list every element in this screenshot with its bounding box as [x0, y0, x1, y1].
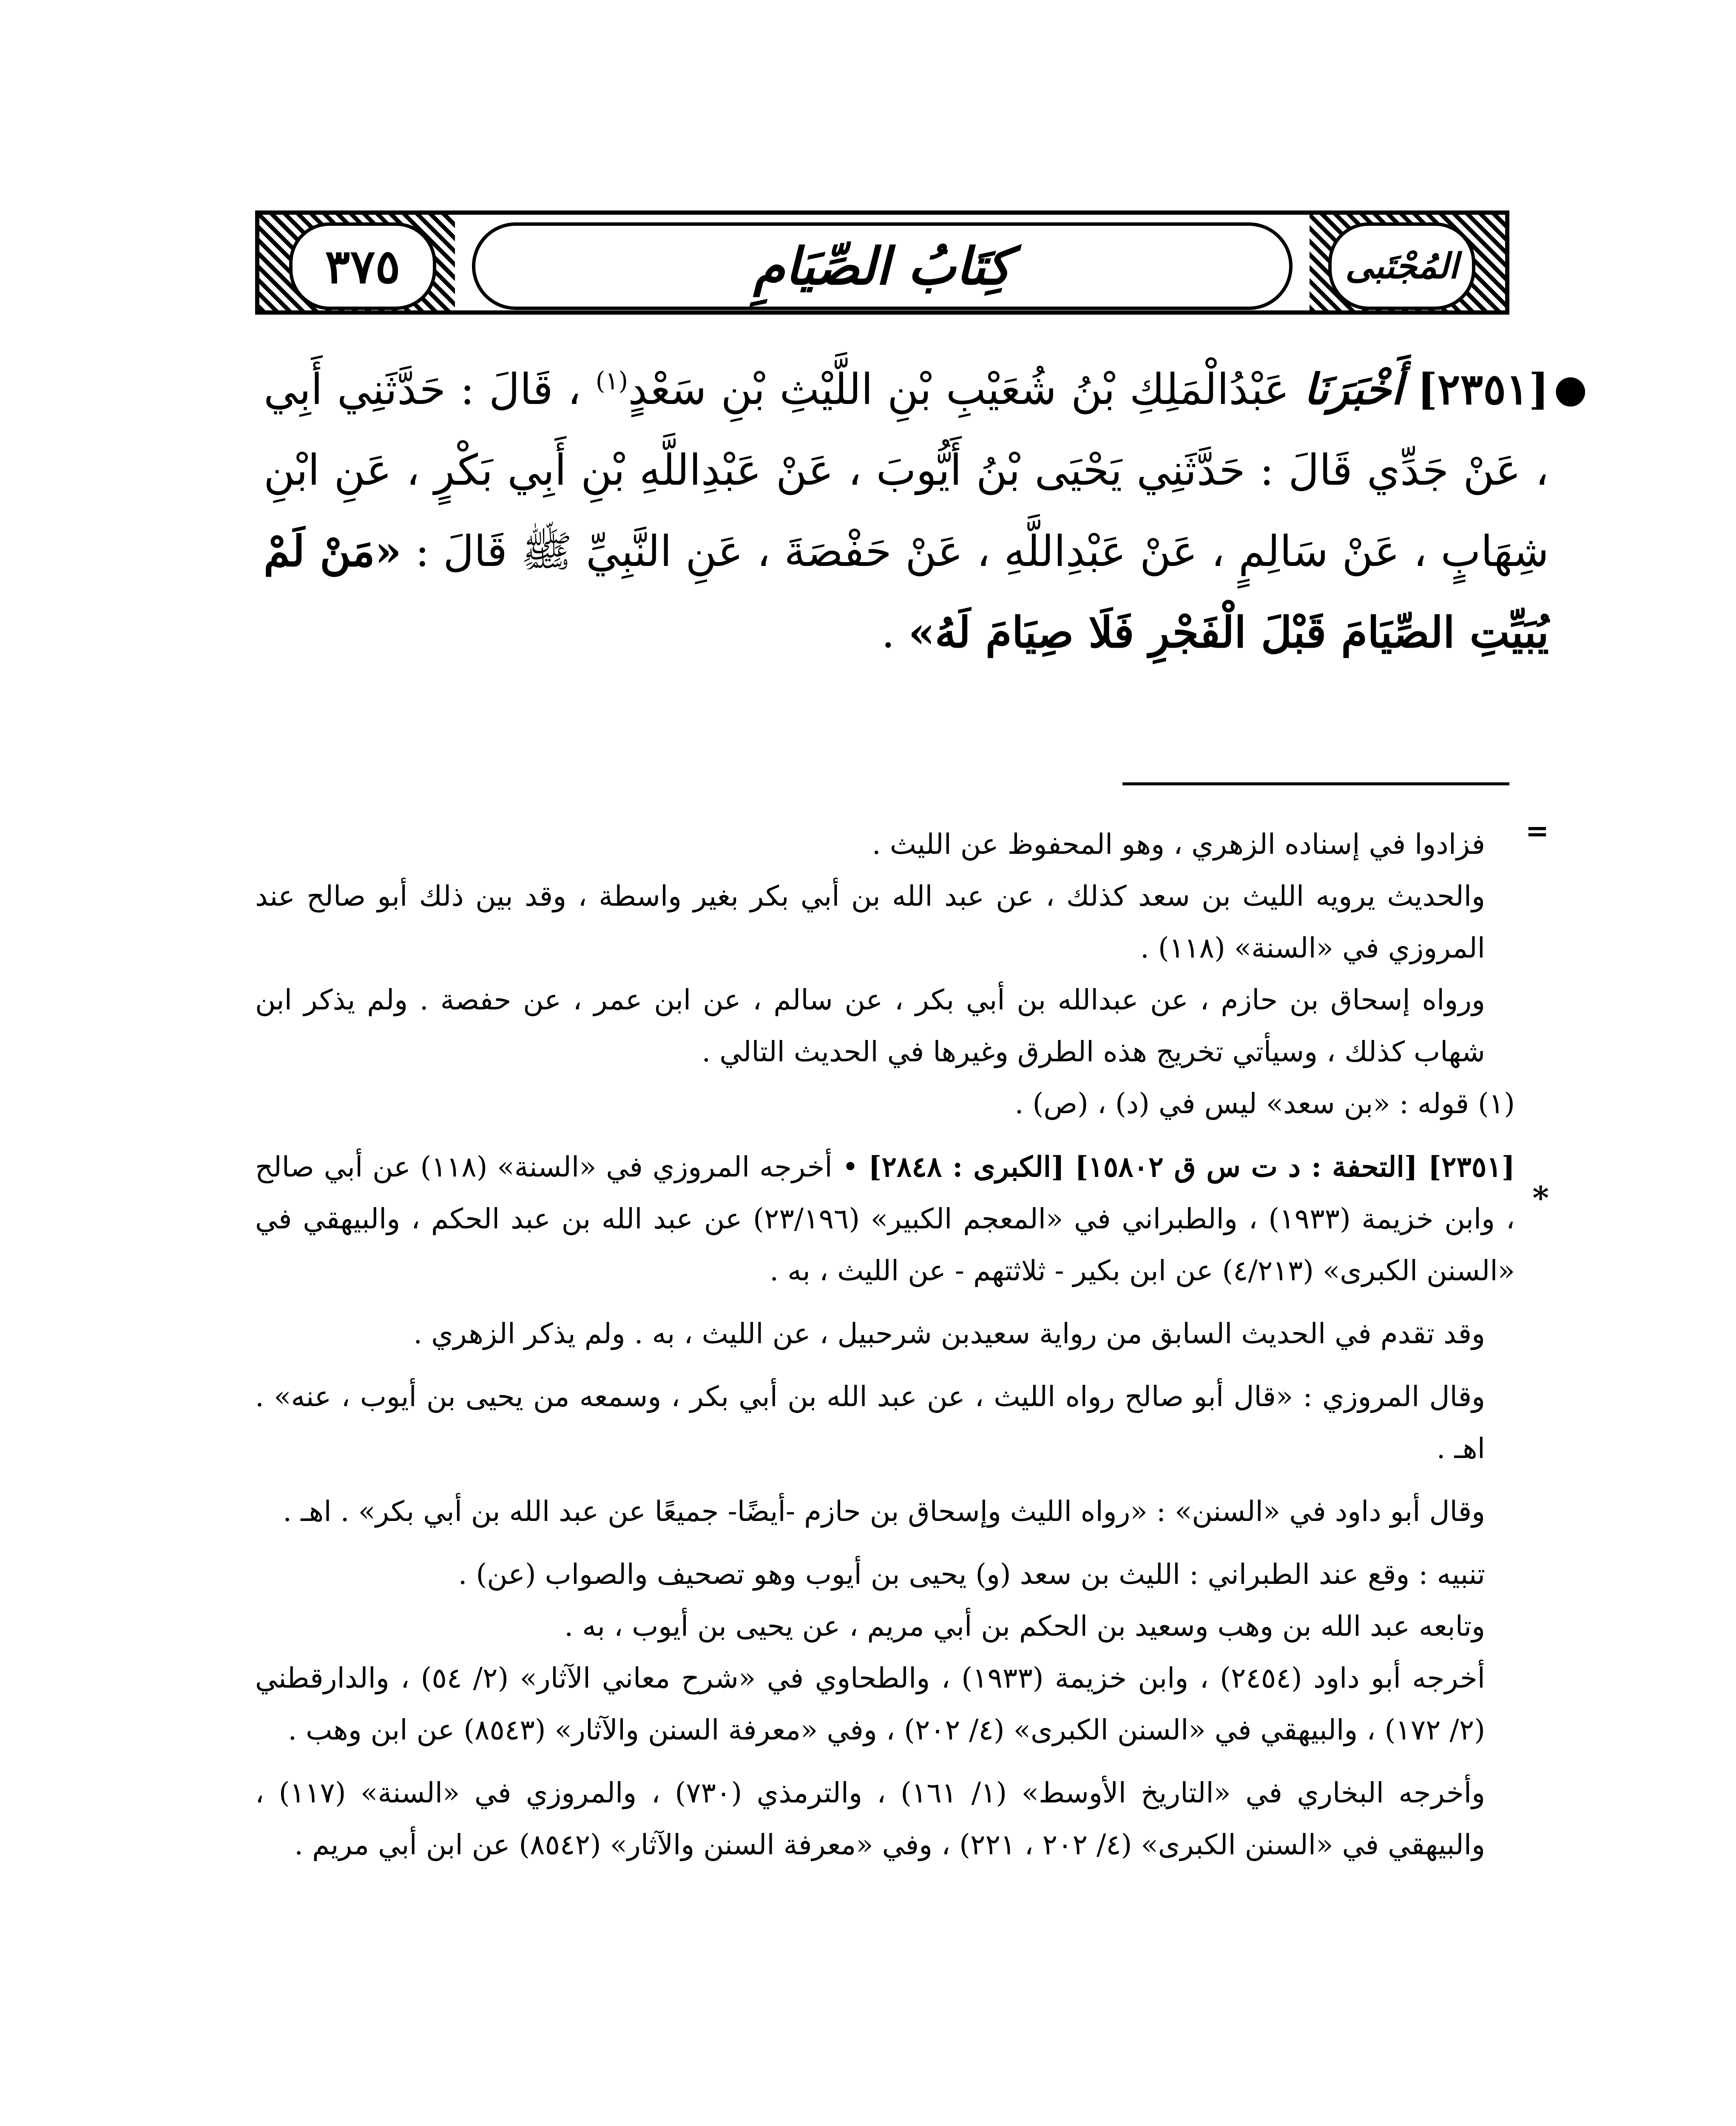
footnote-separator	[1122, 782, 1509, 785]
book-title: كِتَابُ الصِّيَامِ	[753, 236, 1011, 296]
series-title-cartouche	[1328, 222, 1475, 310]
page-header	[255, 210, 1509, 315]
isnad-part-1: عَبْدُالْمَلِكِ بْنُ شُعَيْبِ بْنِ اللَّيْثِ بْنِ سَعْدٍ	[628, 364, 1290, 414]
series-title: المُجْتَبى	[1345, 246, 1458, 287]
prophetic-saying: «مَنْ لَمْ يُبَيِّتِ الصِّيَامَ قَبْلَ الْفَجْرِ فَلَا صِيَامَ لَهُ»	[264, 526, 1549, 657]
hadith-text	[264, 349, 1587, 673]
continuation-mark-top: =	[1525, 814, 1549, 847]
footnote-line: فزادوا في إسناده الزهري ، وهو المحفوظ عن الليث .	[872, 828, 1485, 861]
hadith-end: .	[881, 608, 895, 657]
takhrij-paragraph: وقال المروزي : «قال أبو صالح رواه الليث ، عن عبد الله بن أبي بكر ، وسمعه من يحيى بن أيوب ، عنه» . اهـ .	[255, 1380, 1485, 1465]
book-title-cartouche	[472, 222, 1293, 310]
isnad-part-2: ، قَالَ : حَدَّثَنِي أَبِي ، عَنْ جَدِّي قَالَ : حَدَّثَنِي يَحْيَى بْنُ أَيُّوبَ ، عَنْ عَبْدِاللَّهِ بْنِ أَبِي بَكْرٍ ، عَنِ ابْنِ شِهَابٍ ، عَنْ سَالِمٍ ، عَنْ عَبْدِاللَّهِ ، عَنْ حَفْصَةَ ، عَنِ النَّبِيِّ ﷺ قَالَ :	[264, 364, 1549, 576]
footnote-line: (١) قوله : «بن سعد» ليس في (د) ، (ص) .	[1014, 1087, 1515, 1120]
akhbarana-word: أَخْبَرَنَا	[1304, 364, 1403, 414]
takhrij-paragraph: وقد تقدم في الحديث السابق من رواية سعيدبن شرحبيل ، عن الليث ، به . ولم يذكر الزهري .	[413, 1317, 1485, 1350]
takhrij-block	[255, 1141, 1515, 1297]
bullet-icon: ●	[1554, 367, 1587, 411]
takhrij-paragraph: تنبيه : وقع عند الطبراني : الليث بن سعد (و) يحيى بن أيوب وهو تصحيف والصواب (عن) .	[458, 1558, 1485, 1591]
page-number-cartouche	[289, 222, 436, 310]
takhrij-paragraph: أخرجه أبو داود (٢٤٥٤) ، وابن خزيمة (١٩٣٣) ، والطحاوي في «شرح معاني الآثار» (٢/ ٥٤) ، والدارقطني (٢/ ١٧٢) ، والبيهقي في «السنن الكبرى» (٤/ ٢٠٢) ، وفي «معرفة السنن والآثار» (٨٥٤٣) عن ابن وهب .	[255, 1662, 1485, 1746]
footnote-line: والحديث يرويه الليث بن سعد كذلك ، عن عبد الله بن أبي بكر بغير واسطة ، وقد بين ذلك أبو صالح عند المروزي في «السنة» (١١٨) .	[255, 880, 1485, 964]
takhrij-paragraph: وقال أبو داود في «السنن» : «رواه الليث وإسحاق بن حازم -أيضًا- جميعًا عن عبد الله بن أبي بكر» . اهـ .	[283, 1495, 1485, 1528]
takhrij-head: [٢٣٥١] [التحفة : د ت س ق ١٥٨٠٢] [الكبرى : ٢٨٤٨]	[868, 1150, 1515, 1183]
takhrij-paragraph: وتابعه عبد الله بن وهب وسعيد بن الحكم بن أبي مريم ، عن يحيى بن أيوب ، به .	[564, 1610, 1485, 1643]
star-icon: *	[1532, 1180, 1549, 1216]
hadith-number: [٢٣٥١]	[1417, 364, 1549, 414]
footnote-line: ورواه إسحاق بن حازم ، عن عبدالله بن أبي بكر ، عن سالم ، عن ابن عمر ، عن حفصة . ولم يذكر ابن شهاب كذلك ، وسيأتي تخريج هذه الطرق وغيرها في الحديث التالي .	[255, 983, 1485, 1068]
takhrij-first: • أخرجه المروزي في «السنة» (١١٨) عن أبي صالح ، وابن خزيمة (١٩٣٣) ، والطبراني في «المعجم الكبير» (٢٣/١٩٦) عن عبد الله بن عبد الحكم ، والبيهقي في «السنن الكبرى» (٤/٢١٣) عن ابن بكير - ثلاثتهم - عن الليث ، به .	[255, 1151, 1515, 1287]
page-number: ٣٧٥	[325, 239, 401, 294]
footnote-reference: (١)	[595, 366, 628, 395]
takhrij-paragraph: وأخرجه البخاري في «التاريخ الأوسط» (١/ ١٦١) ، والترمذي (٧٣٠) ، والمروزي في «السنة» (١١٧) ، والبيهقي في «السنن الكبرى» (٤/ ٢٠٢ ، ٢٢١) ، وفي «معرفة السنن والآثار» (٨٥٤٢) عن ابن أبي مريم .	[255, 1776, 1486, 1861]
footnotes	[255, 819, 1515, 1871]
